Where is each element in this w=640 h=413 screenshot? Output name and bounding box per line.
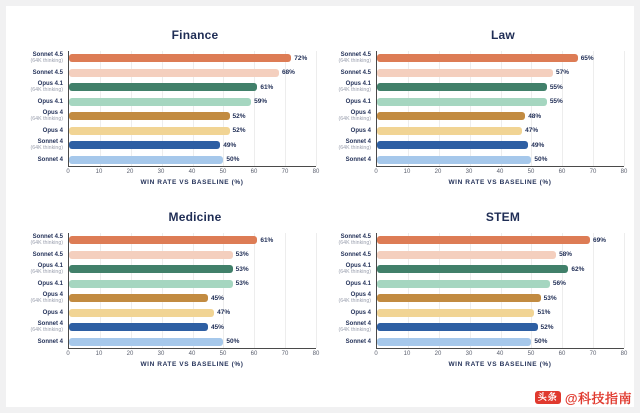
x-tick-label: 10 <box>403 169 411 175</box>
y-axis-labels <box>330 233 376 349</box>
model-name: Opus 4 <box>42 127 63 134</box>
bar-sonnet-4-5-thinking <box>377 236 590 244</box>
bar-value-label: 61% <box>260 236 274 244</box>
model-name: Sonnet 4 <box>345 338 371 345</box>
x-tick-label: 40 <box>188 351 196 357</box>
model-name: Sonnet 4 <box>37 138 63 145</box>
bar-value-label: 53% <box>235 280 249 288</box>
x-tick-label: 70 <box>281 169 289 175</box>
bar-value-label: 59% <box>254 98 268 106</box>
y-tick-label <box>22 291 68 306</box>
x-tick-label: 20 <box>126 169 134 175</box>
bar-row <box>69 233 316 248</box>
bar-value-label: 47% <box>217 309 231 317</box>
bar-value-label: 50% <box>226 338 240 346</box>
model-thinking-sublabel: (64K thinking) <box>338 87 371 93</box>
y-tick-label <box>22 80 68 95</box>
model-thinking-sublabel: (64K thinking) <box>30 58 63 64</box>
model-name: Opus 4.1 <box>345 80 371 87</box>
bar-value-label: 55% <box>549 98 563 106</box>
bar-row <box>377 277 624 292</box>
y-tick-label <box>330 153 376 168</box>
model-thinking-sublabel: (64K thinking) <box>338 145 371 151</box>
x-tick-label: 0 <box>66 169 70 175</box>
bar-sonnet-4-5-thinking <box>69 54 291 62</box>
x-tick-label: 0 <box>374 351 378 357</box>
bar-opus-4-1-thinking <box>377 83 547 91</box>
y-tick-label <box>22 66 68 81</box>
bar-row <box>377 262 624 277</box>
y-tick-label <box>330 335 376 350</box>
bar-row <box>69 66 316 81</box>
bar-value-label: 51% <box>537 309 551 317</box>
gridline <box>316 51 317 166</box>
bar-opus-4-1-thinking <box>377 265 568 273</box>
bar-row <box>69 262 316 277</box>
x-axis-label: WIN RATE VS BASELINE (%) <box>448 361 552 368</box>
bar-row <box>69 320 316 335</box>
chart-body <box>22 51 322 167</box>
chart-title: STEM <box>485 210 521 224</box>
model-name: Sonnet 4.5 <box>32 251 63 258</box>
y-tick-label <box>22 233 68 248</box>
x-tick-label: 70 <box>589 169 597 175</box>
bar-row <box>69 306 316 321</box>
bar-row <box>377 248 624 263</box>
y-tick-label <box>330 291 376 306</box>
bar-opus-4 <box>377 127 522 135</box>
y-tick-label <box>330 306 376 321</box>
x-tick-label: 30 <box>157 351 165 357</box>
x-tick-label: 50 <box>527 169 535 175</box>
model-name: Sonnet 4.5 <box>32 69 63 76</box>
model-name: Opus 4 <box>350 109 371 116</box>
bar-row <box>69 277 316 292</box>
chart-law <box>330 22 630 200</box>
bar-sonnet-4 <box>377 156 531 164</box>
x-tick-label: 10 <box>403 351 411 357</box>
bar-value-label: 50% <box>534 338 548 346</box>
y-tick-label <box>22 51 68 66</box>
bar-sonnet-4 <box>377 338 531 346</box>
model-thinking-sublabel: (64K thinking) <box>338 269 371 275</box>
watermark-handle: @科技指南 <box>564 391 632 406</box>
y-tick-label <box>22 109 68 124</box>
x-tick-label: 50 <box>527 351 535 357</box>
model-name: Opus 4 <box>42 309 63 316</box>
model-thinking-sublabel: (64K thinking) <box>30 327 63 333</box>
watermark <box>535 388 632 407</box>
bar-sonnet-4 <box>69 156 223 164</box>
bar-opus-4-1 <box>69 280 233 288</box>
chart-body <box>330 233 630 349</box>
bar-value-label: 50% <box>534 156 548 164</box>
bar-sonnet-4-5 <box>377 69 553 77</box>
model-name: Opus 4.1 <box>37 280 63 287</box>
x-tick-label: 20 <box>126 351 134 357</box>
bar-value-label: 56% <box>552 280 566 288</box>
y-tick-label <box>22 124 68 139</box>
model-thinking-sublabel: (64K thinking) <box>30 298 63 304</box>
bar-opus-4-1-thinking <box>69 83 257 91</box>
model-name: Sonnet 4.5 <box>340 233 371 240</box>
bar-row <box>69 109 316 124</box>
bar-sonnet-4-5 <box>377 251 556 259</box>
bar-opus-4-1 <box>377 98 547 106</box>
bar-value-label: 49% <box>223 141 237 149</box>
y-tick-label <box>330 80 376 95</box>
charts-grid <box>22 22 630 382</box>
model-thinking-sublabel: (64K thinking) <box>30 269 63 275</box>
bar-value-label: 62% <box>571 265 585 273</box>
bar-value-label: 48% <box>528 112 542 120</box>
bar-row <box>377 153 624 168</box>
model-name: Sonnet 4.5 <box>32 233 63 240</box>
bar-row <box>377 233 624 248</box>
model-name: Opus 4 <box>350 309 371 316</box>
model-name: Sonnet 4 <box>345 138 371 145</box>
bar-opus-4-1 <box>69 98 251 106</box>
bar-row <box>69 124 316 139</box>
gridline <box>624 233 625 348</box>
y-tick-label <box>330 109 376 124</box>
bar-opus-4 <box>69 309 214 317</box>
y-tick-label <box>330 124 376 139</box>
x-tick-label: 60 <box>250 169 258 175</box>
bar-value-label: 57% <box>555 69 569 77</box>
bar-opus-4-thinking <box>69 112 230 120</box>
x-tick-label: 60 <box>558 169 566 175</box>
chart-title: Medicine <box>168 210 222 224</box>
x-tick-label: 80 <box>620 169 628 175</box>
chart-title: Law <box>491 28 515 42</box>
chart-title: Finance <box>171 28 219 42</box>
model-thinking-sublabel: (64K thinking) <box>30 240 63 246</box>
y-tick-label <box>22 138 68 153</box>
y-tick-label <box>330 95 376 110</box>
bar-row <box>377 138 624 153</box>
bar-opus-4-1 <box>377 280 550 288</box>
x-tick-label: 30 <box>465 351 473 357</box>
x-tick-label: 80 <box>620 351 628 357</box>
bar-row <box>377 66 624 81</box>
x-tick-label: 30 <box>157 169 165 175</box>
model-thinking-sublabel: (64K thinking) <box>30 145 63 151</box>
bar-row <box>69 95 316 110</box>
bar-row <box>69 248 316 263</box>
bar-value-label: 53% <box>235 265 249 273</box>
model-thinking-sublabel: (64K thinking) <box>30 116 63 122</box>
bar-row <box>377 80 624 95</box>
bar-value-label: 72% <box>294 54 308 62</box>
model-name: Sonnet 4 <box>37 156 63 163</box>
bar-opus-4 <box>377 309 534 317</box>
bar-value-label: 58% <box>559 251 573 259</box>
bar-row <box>377 306 624 321</box>
bar-opus-4-thinking <box>377 294 541 302</box>
chart-body <box>22 233 322 349</box>
model-name: Opus 4.1 <box>37 98 63 105</box>
bar-sonnet-4-5-thinking <box>377 54 578 62</box>
x-tick-label: 40 <box>496 351 504 357</box>
bar-sonnet-4 <box>69 338 223 346</box>
bar-row <box>69 335 316 350</box>
bar-opus-4-thinking <box>377 112 525 120</box>
bar-value-label: 52% <box>232 127 246 135</box>
x-tick-label: 10 <box>95 169 103 175</box>
bar-row <box>69 138 316 153</box>
model-name: Opus 4 <box>350 291 371 298</box>
bar-value-label: 55% <box>549 83 563 91</box>
y-tick-label <box>22 248 68 263</box>
bar-sonnet-4-thinking <box>69 323 208 331</box>
bar-row <box>69 153 316 168</box>
y-tick-label <box>330 277 376 292</box>
bar-sonnet-4-5 <box>69 69 279 77</box>
gridline <box>624 51 625 166</box>
bar-row <box>377 320 624 335</box>
x-axis-label: WIN RATE VS BASELINE (%) <box>140 361 244 368</box>
y-tick-label <box>22 277 68 292</box>
y-tick-label <box>330 138 376 153</box>
model-name: Opus 4 <box>350 127 371 134</box>
model-name: Sonnet 4.5 <box>340 69 371 76</box>
y-axis-labels <box>22 233 68 349</box>
bar-opus-4-1-thinking <box>69 265 233 273</box>
plot-area <box>376 233 624 349</box>
bar-row <box>69 80 316 95</box>
x-tick-label: 80 <box>312 169 320 175</box>
model-name: Opus 4 <box>42 109 63 116</box>
x-axis-ticks <box>66 167 320 176</box>
y-axis-labels <box>22 51 68 167</box>
bar-value-label: 69% <box>593 236 607 244</box>
x-tick-label: 40 <box>188 169 196 175</box>
model-name: Opus 4.1 <box>37 80 63 87</box>
x-tick-label: 40 <box>496 169 504 175</box>
model-thinking-sublabel: (64K thinking) <box>338 58 371 64</box>
bar-value-label: 53% <box>235 251 249 259</box>
chart-body <box>330 51 630 167</box>
chart-medicine <box>22 204 322 382</box>
x-tick-label: 20 <box>434 169 442 175</box>
x-tick-label: 60 <box>250 351 258 357</box>
model-name: Sonnet 4.5 <box>340 251 371 258</box>
bar-row <box>69 51 316 66</box>
model-name: Opus 4.1 <box>345 262 371 269</box>
model-thinking-sublabel: (64K thinking) <box>338 116 371 122</box>
y-tick-label <box>22 262 68 277</box>
bar-value-label: 49% <box>531 141 545 149</box>
x-axis-ticks <box>66 349 320 358</box>
x-tick-label: 30 <box>465 169 473 175</box>
y-tick-label <box>330 66 376 81</box>
x-tick-label: 50 <box>219 169 227 175</box>
y-tick-label <box>330 51 376 66</box>
bar-sonnet-4-thinking <box>69 141 220 149</box>
x-tick-label: 70 <box>281 351 289 357</box>
bar-value-label: 52% <box>232 112 246 120</box>
x-axis-ticks <box>374 167 628 176</box>
bar-value-label: 65% <box>580 54 594 62</box>
bar-row <box>377 291 624 306</box>
x-tick-label: 20 <box>434 351 442 357</box>
bar-value-label: 45% <box>210 294 224 302</box>
model-thinking-sublabel: (64K thinking) <box>338 298 371 304</box>
x-axis-ticks <box>374 349 628 358</box>
model-name: Opus 4.1 <box>345 98 371 105</box>
model-name: Sonnet 4.5 <box>32 51 63 58</box>
chart-stem <box>330 204 630 382</box>
x-tick-label: 80 <box>312 351 320 357</box>
y-tick-label <box>330 320 376 335</box>
bar-opus-4 <box>69 127 230 135</box>
model-thinking-sublabel: (64K thinking) <box>30 87 63 93</box>
bar-value-label: 50% <box>226 156 240 164</box>
chart-finance <box>22 22 322 200</box>
bar-value-label: 61% <box>260 83 274 91</box>
model-thinking-sublabel: (64K thinking) <box>338 240 371 246</box>
model-name: Sonnet 4.5 <box>340 51 371 58</box>
bar-value-label: 47% <box>525 127 539 135</box>
y-tick-label <box>22 320 68 335</box>
bar-sonnet-4-thinking <box>377 141 528 149</box>
y-tick-label <box>22 95 68 110</box>
model-name: Opus 4.1 <box>345 280 371 287</box>
bar-row <box>377 335 624 350</box>
y-tick-label <box>22 335 68 350</box>
y-tick-label <box>22 306 68 321</box>
model-name: Sonnet 4 <box>345 320 371 327</box>
bar-row <box>377 95 624 110</box>
y-tick-label <box>330 233 376 248</box>
plot-area <box>68 51 316 167</box>
bar-sonnet-4-thinking <box>377 323 538 331</box>
x-tick-label: 0 <box>374 169 378 175</box>
x-tick-label: 50 <box>219 351 227 357</box>
x-tick-label: 60 <box>558 351 566 357</box>
bar-sonnet-4-5 <box>69 251 233 259</box>
bar-value-label: 68% <box>281 69 295 77</box>
x-axis-label: WIN RATE VS BASELINE (%) <box>140 179 244 186</box>
model-name: Sonnet 4 <box>37 338 63 345</box>
x-tick-label: 10 <box>95 351 103 357</box>
bar-row <box>377 109 624 124</box>
model-name: Opus 4 <box>42 291 63 298</box>
y-tick-label <box>330 248 376 263</box>
x-axis-label: WIN RATE VS BASELINE (%) <box>448 179 552 186</box>
plot-area <box>376 51 624 167</box>
model-name: Sonnet 4 <box>37 320 63 327</box>
bar-row <box>377 124 624 139</box>
model-name: Sonnet 4 <box>345 156 371 163</box>
x-tick-label: 70 <box>589 351 597 357</box>
y-axis-labels <box>330 51 376 167</box>
bar-sonnet-4-5-thinking <box>69 236 257 244</box>
bar-value-label: 52% <box>540 323 554 331</box>
y-tick-label <box>330 262 376 277</box>
model-name: Opus 4.1 <box>37 262 63 269</box>
bar-row <box>69 291 316 306</box>
bar-value-label: 45% <box>210 323 224 331</box>
y-tick-label <box>22 153 68 168</box>
bar-value-label: 53% <box>543 294 557 302</box>
bar-row <box>377 51 624 66</box>
plot-area <box>68 233 316 349</box>
bar-opus-4-thinking <box>69 294 208 302</box>
model-thinking-sublabel: (64K thinking) <box>338 327 371 333</box>
gridline <box>316 233 317 348</box>
toutiao-logo-icon: 头条 <box>535 391 561 404</box>
x-tick-label: 0 <box>66 351 70 357</box>
